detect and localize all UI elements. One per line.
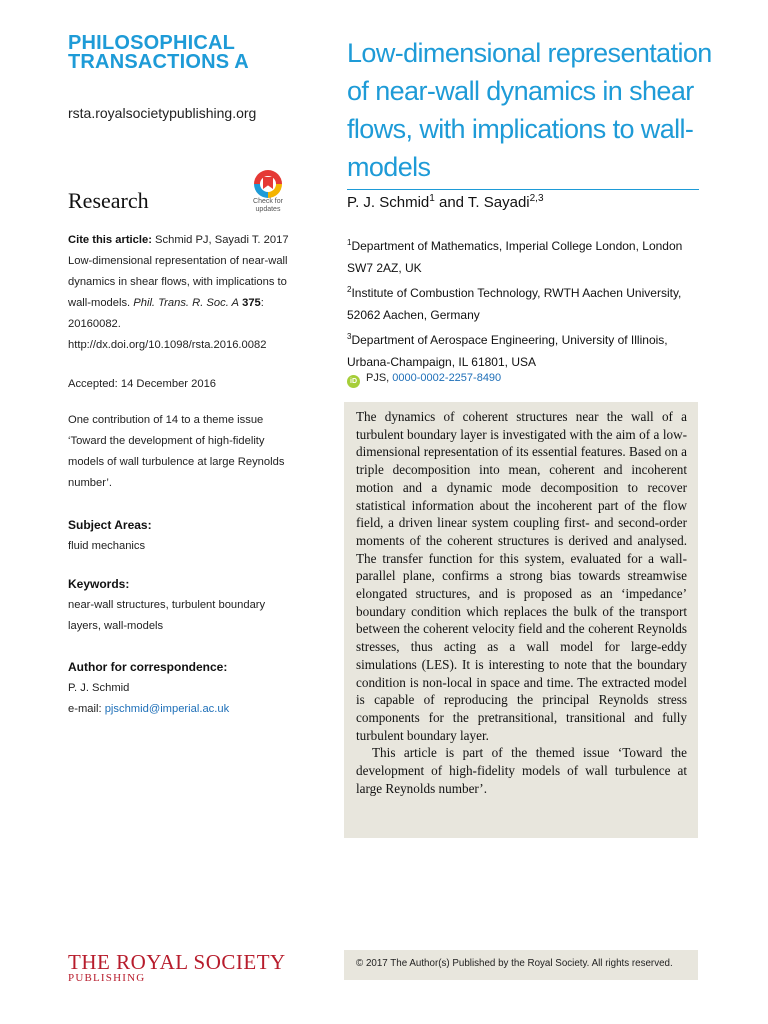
- authors: [347, 193, 544, 211]
- correspondence-name: P. J. Schmid: [68, 682, 130, 694]
- journal-logo: [68, 34, 308, 72]
- subject-areas: [68, 515, 298, 557]
- citation-block: [68, 230, 298, 356]
- orcid-line: [347, 372, 501, 388]
- affiliation-1: $^1$Department of Mathematics, Imperial College London, London SW7 2AZ, UK: [347, 238, 683, 275]
- email-link[interactable]: pjschmid@imperial.ac.uk: [104, 703, 230, 715]
- copyright-box: [344, 950, 698, 980]
- copyright-text: © 2017 The Author(s) Published by the Royal Society. All rights reserved.: [356, 958, 673, 969]
- correspondence-email-line: [68, 699, 298, 720]
- abstract-paragraph-2: This article is part of the themed issue ‘Toward the development of high-fidelity models of wall turbulence at large Reynolds number’.: [356, 745, 687, 796]
- keywords: [68, 574, 298, 637]
- abstract-text: [356, 408, 687, 797]
- cite-journal: Phil. Trans. R. Soc. A: [133, 297, 239, 309]
- article-title: Low-dimensional representation of near-wall dynamics in shear flows, with implications to wall-models: [347, 38, 712, 182]
- keywords-heading: Keywords:: [68, 577, 130, 591]
- affiliation-3: $^3$Department of Aerospace Engineering, University of Illinois, Urbana-Champaign, IL 61801, USA: [347, 332, 668, 369]
- check-updates-label: Check for updates: [253, 198, 283, 213]
- email-label: e-mail:: [68, 703, 105, 715]
- keywords-value: near-wall structures, turbulent boundary layers, wall-models: [68, 599, 266, 632]
- society-publishing: PUBLISHING: [68, 972, 146, 984]
- cite-label: Cite this article:: [68, 234, 152, 246]
- royal-society-logo: [68, 950, 286, 984]
- accepted-date: Accepted: 14 December 2016: [68, 378, 217, 390]
- check-for-updates-badge[interactable]: [244, 170, 292, 220]
- article-type: Research: [68, 188, 149, 213]
- correspondence: [68, 657, 298, 720]
- author-1-affiliation: 1: [429, 193, 435, 204]
- authors-and: and: [434, 194, 468, 211]
- journal-url[interactable]: rsta.royalsocietypublishing.org: [68, 105, 257, 121]
- correspondence-heading: Author for correspondence:: [68, 660, 228, 674]
- subject-areas-value: fluid mechanics: [68, 540, 146, 552]
- cite-doi[interactable]: http://dx.doi.org/10.1098/rsta.2016.0082: [68, 339, 267, 351]
- abstract-box: [344, 402, 698, 838]
- cite-page: : 20160082.: [68, 297, 264, 330]
- abstract-paragraph-1: The dynamics of coherent structures near the wall of a turbulent boundary layer is investigated with the aim of a low-dimensional representation of its essential features. Based on a triple decomposition into mean, coherent and incoherent motion and a dynamic mode decomposition to recover statistical information about the incoherent part of the flow field, a driven linear system coupling first- and second-order moments of the coherent structures is derived and analysed. The transfer function for this system, evaluated for a wall-parallel plane, confirms a strong bias towards streamwise elongated structures, and is proposed as an ‘impedance’ boundary condition which replaces the bulk of the transport between the coherent velocity field and the coherent Reynolds stresses, thus acting as a wall model for large-eddy simulations (LES). It is interesting to note that the boundary condition is non-local in space and time. The extracted model is capable of reproducing the principal Reynolds stress components for the pretransitional, transitional and fully turbulent boundary layer.: [356, 409, 687, 743]
- journal-name-line1: PHILOSOPHICAL: [68, 32, 236, 54]
- author-1: P. J. Schmid: [347, 194, 430, 211]
- affiliation-2: $^2$Institute of Combustion Technology, RWTH Aachen University, 52062 Aachen, Germany: [347, 285, 682, 322]
- author-2-affiliation: 2,3: [529, 193, 544, 204]
- orcid-label: PJS,: [366, 372, 393, 384]
- theme-issue-note: One contribution of 14 to a theme issue ‘Toward the development of high-fidelity models of wall turbulence at large Reynolds number’.: [68, 414, 285, 489]
- orcid-id-link[interactable]: 0000-0002-2257-8490: [392, 372, 502, 384]
- society-name: THE ROYAL SOCIETY: [68, 950, 286, 974]
- affiliations: [347, 232, 707, 373]
- orcid-icon: iD: [347, 375, 360, 388]
- journal-name-line2: TRANSACTIONS A: [68, 51, 249, 73]
- cite-volume: 375: [242, 297, 261, 309]
- cite-text: Schmid PJ, Sayadi T. 2017 Low-dimensional representation of near-wall dynamics in shear flows, with implications to wall-models.: [68, 234, 289, 309]
- subject-areas-heading: Subject Areas:: [68, 518, 152, 532]
- author-2: T. Sayadi: [467, 194, 530, 211]
- title-divider: [347, 189, 699, 190]
